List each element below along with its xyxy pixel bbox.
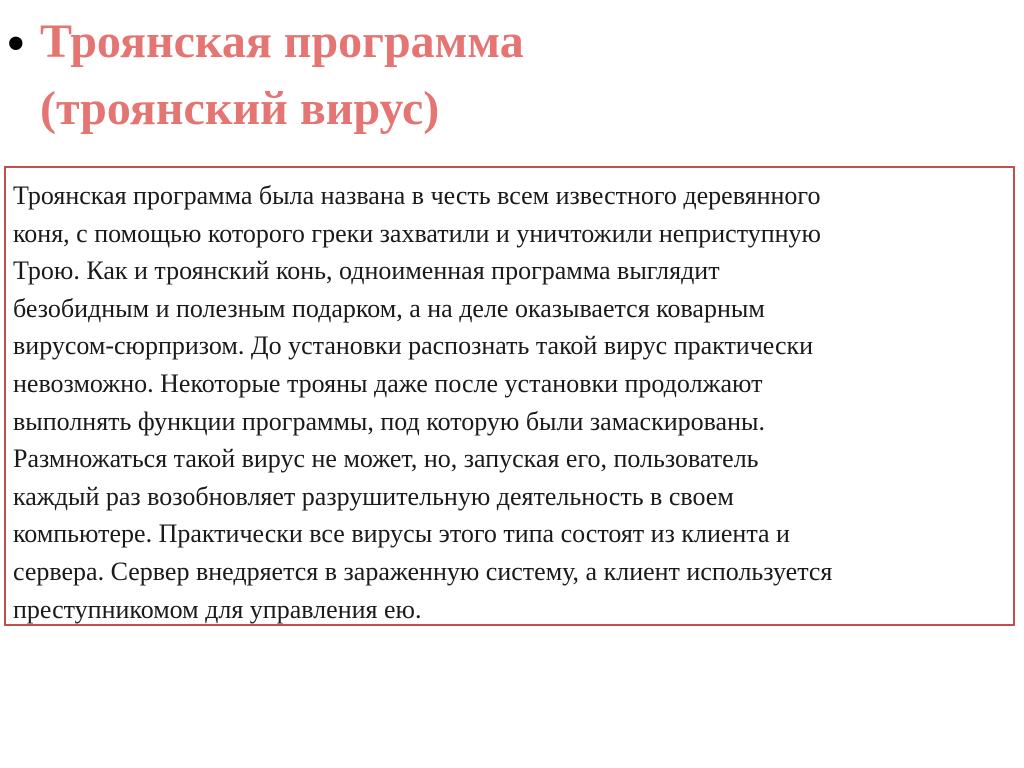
text-line: выполнять функции программы, под которую были замаскированы.: [13, 406, 765, 436]
description-paragraph: [13, 177, 1008, 628]
text-line: преступникомом для управления ею.: [13, 594, 422, 624]
text-line: сервера. Сервер внедряется в зараженную систему, а клиент используется: [13, 556, 833, 586]
text-line: вирусом-сюрпризом. До установки распознать такой вирус практически: [13, 331, 814, 361]
title-line: Троянская программа: [40, 15, 524, 68]
page-title: [40, 8, 524, 142]
bullet-icon: •: [6, 13, 26, 75]
text-line: Троянская программа была названа в честь всем известного деревянного: [13, 181, 821, 210]
description-text-box: [4, 166, 1015, 626]
text-line: компьютере. Практически все вирусы этого типа состоят из клиента и: [13, 519, 790, 549]
text-line: безобидным и полезным подарком, а на деле оказывается коварным: [13, 293, 765, 323]
text-line: коня, с помощью которого греки захватили и уничтожили неприступную: [13, 218, 821, 248]
title-line: (троянский вирус): [40, 82, 440, 135]
text-line: каждый раз возобновляет разрушительную деятельность в своем: [13, 481, 734, 511]
text-line: невозможно. Некоторые трояны даже после установки продолжают: [13, 368, 763, 398]
text-line: Размножаться такой вирус не может, но, запуская его, пользователь: [13, 444, 759, 474]
text-line: Трою. Как и троянский конь, одноименная программа выглядит: [13, 256, 720, 286]
